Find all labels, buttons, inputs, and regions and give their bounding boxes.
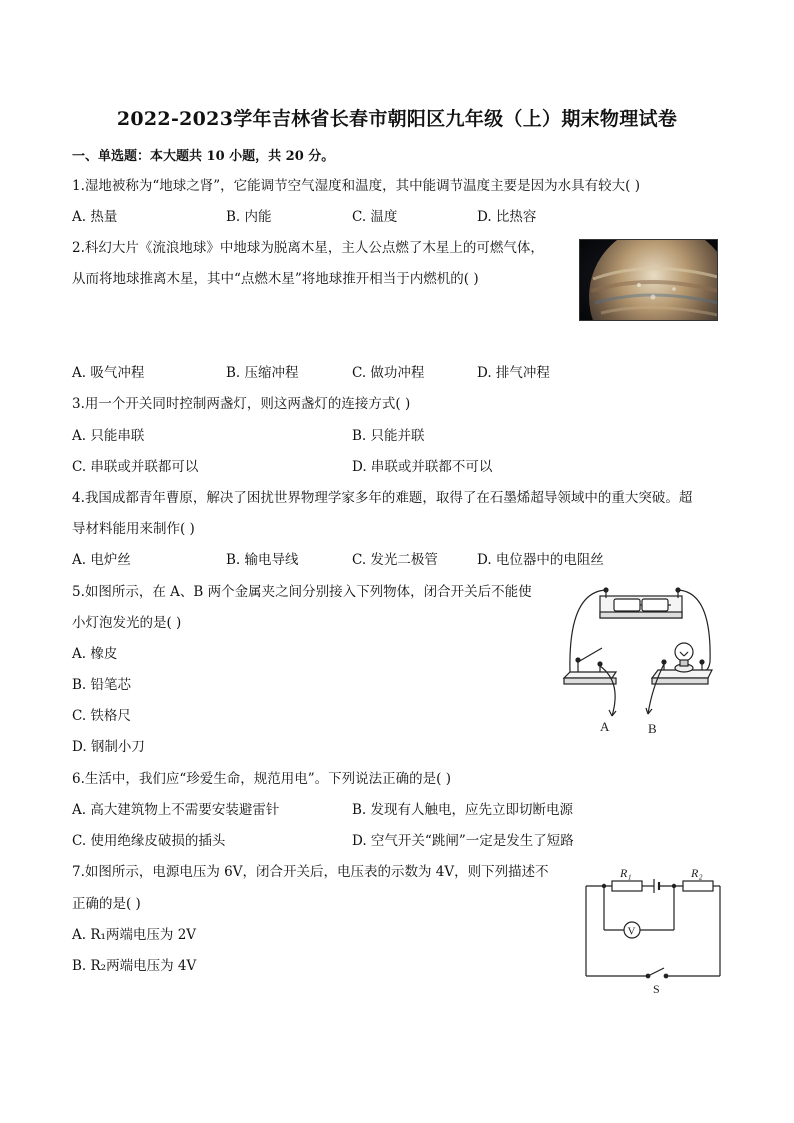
q4-option-c: C. 发光二极管 bbox=[352, 552, 438, 568]
q4-option-d: D. 电位器中的电阻丝 bbox=[477, 552, 604, 568]
question-4-stem-line1: 4.我国成都青年曹原，解决了困扰世界物理学家多年的难题，取得了在石墨烯超导领域中的重大突破。超 bbox=[72, 490, 693, 506]
q2-option-c: C. 做功冲程 bbox=[352, 365, 425, 381]
question-1-stem: 1.湿地被称为“地球之肾”，它能调节空气湿度和温度，其中能调节温度主要是因为水具有较大( ) bbox=[72, 178, 641, 194]
question-7-stem-line1: 7.如图所示，电源电压为 6V，闭合开关后，电压表的示数为 4V，则下列描述不 bbox=[72, 864, 549, 880]
q1-option-b: B. 内能 bbox=[226, 209, 272, 225]
q2-option-a: A. 吸气冲程 bbox=[72, 365, 145, 381]
figure7-label-r2: R₂ bbox=[691, 866, 703, 880]
question-2-stem-line2: 从而将地球推离木星，其中“点燃木星”将地球推开相当于内燃机的( ) bbox=[72, 271, 479, 287]
circuit-diagram-q7 bbox=[580, 860, 725, 1000]
q5-option-d: D. 钢制小刀 bbox=[72, 739, 145, 755]
q6-option-b: B. 发现有人触电，应先立即切断电源 bbox=[352, 802, 574, 818]
q3-option-c: C. 串联或并联都可以 bbox=[72, 459, 199, 475]
q7-option-b: B. R₂两端电压为 4V bbox=[72, 958, 197, 974]
voltmeter-label: V bbox=[627, 925, 636, 938]
figure7-label-r1: R₁ bbox=[620, 866, 632, 880]
question-5-stem-line2: 小灯泡发光的是( ) bbox=[72, 615, 182, 631]
q5-option-a: A. 橡皮 bbox=[72, 646, 118, 662]
q3-option-b: B. 只能并联 bbox=[352, 428, 425, 444]
figure5-label-b: B bbox=[648, 721, 657, 736]
question-6-stem: 6.生活中，我们应“珍爱生命，规范用电”。下列说法正确的是( ) bbox=[72, 771, 452, 787]
question-5-stem-line1: 5.如图所示，在 A、B 两个金属夹之间分别接入下列物体，闭合开关后不能使 bbox=[72, 584, 532, 600]
question-7-stem-line2: 正确的是( ) bbox=[72, 896, 141, 912]
q2-option-d: D. 排气冲程 bbox=[477, 365, 550, 381]
q6-option-a: A. 高大建筑物上不需要安装避雷针 bbox=[72, 802, 280, 818]
q4-option-a: A. 电炉丝 bbox=[72, 552, 131, 568]
circuit-figure-q5 bbox=[560, 582, 720, 737]
q1-option-d: D. 比热容 bbox=[477, 209, 537, 225]
q5-option-c: C. 铁格尺 bbox=[72, 708, 131, 724]
section-heading: 一、单选题：本大题共 10 小题，共 20 分。 bbox=[72, 149, 335, 164]
q3-option-d: D. 串联或并联都不可以 bbox=[352, 459, 493, 475]
q2-option-b: B. 压缩冲程 bbox=[226, 365, 299, 381]
q5-option-b: B. 铅笔芯 bbox=[72, 677, 132, 693]
q1-option-c: C. 温度 bbox=[352, 209, 398, 225]
q6-option-d: D. 空气开关“跳闸”一定是发生了短路 bbox=[352, 833, 574, 849]
page-title: 2022-2023学年吉林省长春市朝阳区九年级（上）期末物理试卷 bbox=[116, 108, 678, 130]
question-4-stem-line2: 导材料能用来制作( ) bbox=[72, 521, 195, 537]
q7-option-a: A. R₁两端电压为 2V bbox=[72, 927, 197, 943]
jupiter-image bbox=[579, 239, 718, 321]
q3-option-a: A. 只能串联 bbox=[72, 428, 145, 444]
question-3-stem: 3.用一个开关同时控制两盏灯，则这两盏灯的连接方式( ) bbox=[72, 396, 411, 412]
figure7-label-s: S bbox=[653, 982, 660, 996]
figure5-label-a: A bbox=[600, 719, 610, 734]
q4-option-b: B. 输电导线 bbox=[226, 552, 299, 568]
q6-option-c: C. 使用绝缘皮破损的插头 bbox=[72, 833, 226, 849]
q1-option-a: A. 热量 bbox=[72, 209, 118, 225]
question-2-stem-line1: 2.科幻大片《流浪地球》中地球为脱离木星，主人公点燃了木星上的可燃气体， bbox=[72, 240, 544, 256]
